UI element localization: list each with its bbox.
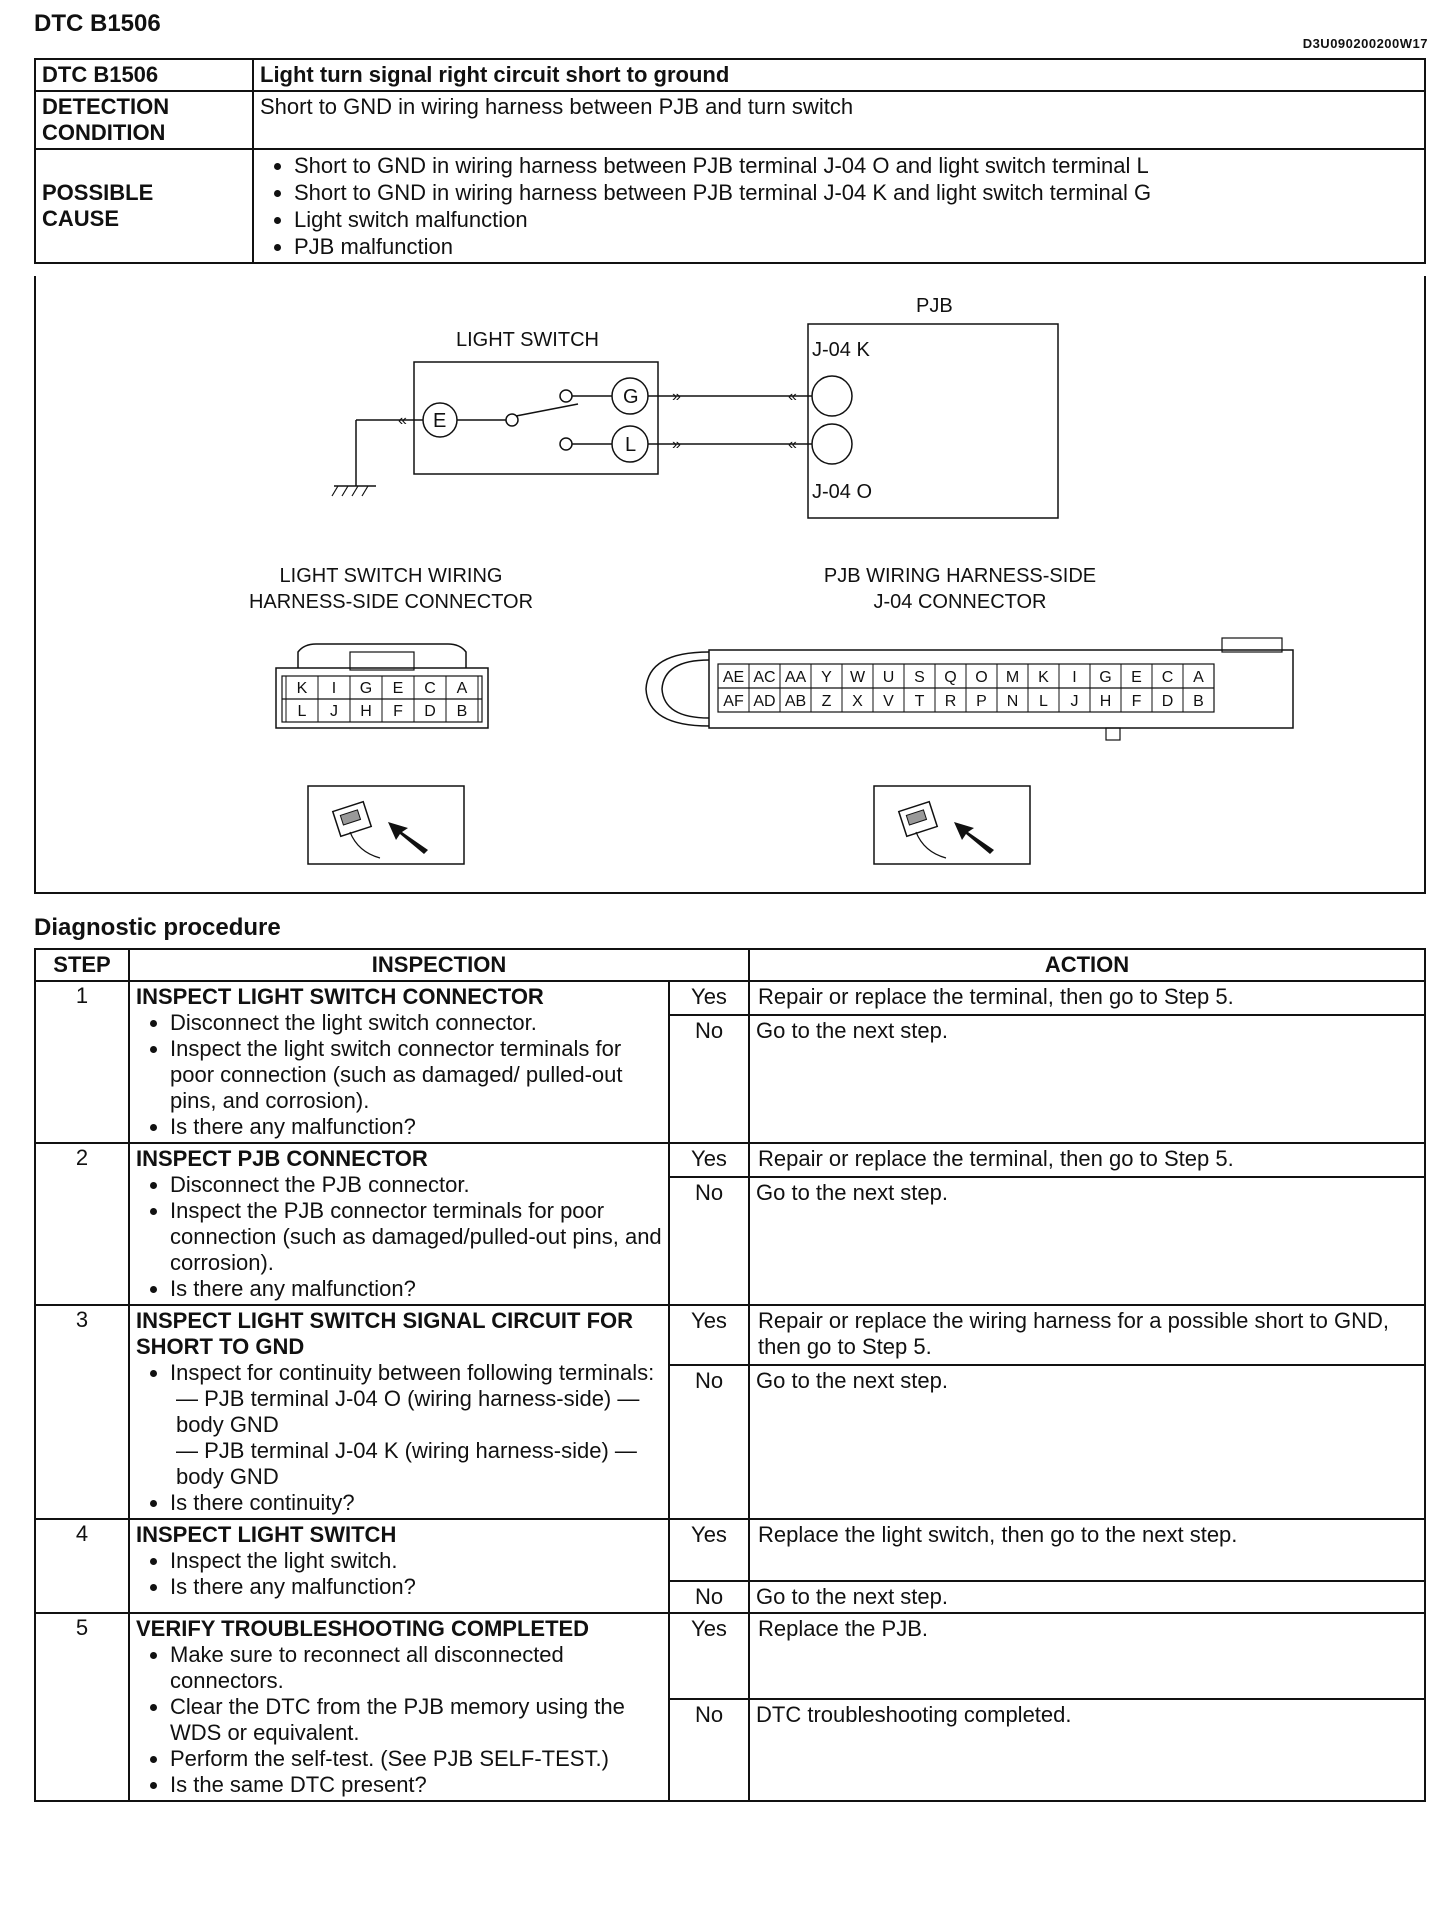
no-label: No xyxy=(694,1368,724,1393)
connector-pin-label: B xyxy=(456,703,468,720)
dtc-description: Light turn signal right circuit short to ground xyxy=(253,59,1425,91)
wiring-diagram xyxy=(36,276,1428,894)
connector-pin-label: G xyxy=(1099,669,1112,686)
pjb-connector xyxy=(646,638,1293,740)
action-cell xyxy=(749,1143,1425,1305)
step-inspection xyxy=(129,1519,669,1613)
svg-text:»: » xyxy=(672,436,681,453)
svg-text:«: « xyxy=(398,412,407,429)
connector-pin-label: M xyxy=(1005,669,1020,686)
svg-text:«: « xyxy=(788,388,797,405)
yes-label: Yes xyxy=(670,1306,748,1366)
step-inspection xyxy=(129,1305,669,1519)
step-inspection xyxy=(129,1143,669,1305)
no-action: Go to the next step. xyxy=(756,1584,949,1609)
detection-text: Short to GND in wiring harness between PJB and turn switch xyxy=(253,91,1425,149)
connector-pin-label: A xyxy=(1193,669,1204,686)
connector-pin-label: C xyxy=(424,680,436,697)
step-title: VERIFY TROUBLESHOOTING COMPLETED xyxy=(136,1616,590,1641)
cause-item: • Short to GND in wiring harness between PJB terminal J-04 O and light switch terminal L xyxy=(294,152,1418,179)
pjb-connector-label-1: PJB WIRING HARNESS-SIDE xyxy=(823,565,1097,587)
step-inspection xyxy=(129,981,669,1143)
connector-pin-label: AA xyxy=(784,669,807,686)
detection-label-line-2: CONDITION xyxy=(42,120,166,145)
step-bullet: • Is the same DTC present? xyxy=(170,1772,662,1798)
yes-label: Yes xyxy=(670,1520,748,1582)
connector-pin-label: AF xyxy=(723,693,744,710)
connector-pin-label: W xyxy=(849,669,866,686)
connector-pin-label: U xyxy=(882,669,895,686)
step-number: 1 xyxy=(35,981,129,1143)
connector-pin-label: H xyxy=(360,703,372,720)
ls-connector-label-2: HARNESS-SIDE CONNECTOR xyxy=(248,591,534,613)
step-sub-bullets xyxy=(170,1386,662,1490)
yes-action: Repair or replace the terminal, then go to Step 5. xyxy=(750,982,1424,1016)
step-bullets xyxy=(136,1172,662,1302)
dtc-label: DTC B1506 xyxy=(35,59,253,91)
connector-pin-label: K xyxy=(296,680,308,697)
cause-item: • Light switch malfunction xyxy=(294,206,1418,233)
connector-pin-label: F xyxy=(393,703,403,720)
step-bullet xyxy=(170,1360,662,1490)
step-bullet: • Inspect the PJB connector terminals for poor connection (such as damaged/pulled-out pins, and corrosion). xyxy=(170,1198,662,1276)
connector-pin-label: A xyxy=(456,680,468,697)
step-number: 2 xyxy=(35,1143,129,1305)
cause-list xyxy=(260,152,1418,260)
terminal-g-label: G xyxy=(623,386,639,408)
col-action-header: ACTION xyxy=(749,949,1425,981)
action-cell xyxy=(749,1519,1425,1613)
no-action: Go to the next step. xyxy=(756,1018,949,1043)
cause-label xyxy=(35,149,253,263)
connector-pin-label: I xyxy=(1072,669,1077,686)
yes-action: Replace the light switch, then go to the next step. xyxy=(750,1520,1424,1582)
connector-pin-label: S xyxy=(914,669,925,686)
col-step-header: STEP xyxy=(35,949,129,981)
diagnostic-procedure-table xyxy=(34,948,1426,1802)
step-sub-bullet: — PJB terminal J-04 K (wiring harness-side) — body GND xyxy=(176,1438,662,1490)
yes-action: Repair or replace the wiring harness for a possible short to GND, then go to Step 5. xyxy=(750,1306,1424,1366)
section-title: Diagnostic procedure xyxy=(34,914,281,941)
terminal-e-label: E xyxy=(433,410,447,432)
step-number: 5 xyxy=(35,1613,129,1801)
step-title: INSPECT PJB CONNECTOR xyxy=(136,1146,428,1171)
cause-item: • PJB malfunction xyxy=(294,233,1418,260)
connector-pin-label: K xyxy=(1038,669,1049,686)
action-cell xyxy=(749,1613,1425,1801)
yes-label: Yes xyxy=(670,982,748,1016)
connector-pin-label: D xyxy=(1161,693,1174,710)
yes-no-cell xyxy=(669,1143,749,1305)
step-bullet-text: Inspect for continuity between following terminals: xyxy=(170,1360,655,1385)
step-bullet: • Clear the DTC from the PJB memory using the WDS or equivalent. xyxy=(170,1694,662,1746)
connector-pin-label: P xyxy=(976,693,987,710)
step-bullet: • Inspect the light switch connector terminals for poor connection (such as damaged/ pulled-out pins, and corrosion). xyxy=(170,1036,662,1114)
yes-no-cell xyxy=(669,1519,749,1613)
action-cell xyxy=(749,981,1425,1143)
yes-no-cell xyxy=(669,981,749,1143)
procedure-step-row xyxy=(35,1305,1425,1519)
svg-text:»: » xyxy=(672,388,681,405)
cause-item: • Short to GND in wiring harness between PJB terminal J-04 K and light switch terminal G xyxy=(294,179,1418,206)
connector-pin-label: AC xyxy=(753,669,776,686)
dtc-info-table xyxy=(34,58,1426,264)
connector-pin-label: D xyxy=(424,703,436,720)
pjb-connector-label-2: J-04 CONNECTOR xyxy=(873,591,1047,613)
connector-pin-label: O xyxy=(975,669,988,686)
step-bullets xyxy=(136,1010,662,1140)
action-cell xyxy=(749,1305,1425,1519)
procedure-step-row xyxy=(35,1519,1425,1613)
step-bullet: • Is there any malfunction? xyxy=(170,1574,662,1600)
yes-action: Replace the PJB. xyxy=(750,1614,1424,1700)
connector-pin-label: E xyxy=(1131,669,1142,686)
pjb-label: PJB xyxy=(916,295,953,317)
connector-pin-label: X xyxy=(852,693,863,710)
connector-pin-label: I xyxy=(331,680,337,697)
connector-pin-label: V xyxy=(883,693,894,710)
no-label: No xyxy=(694,1584,724,1609)
connector-pin-label: AB xyxy=(784,693,807,710)
detection-label xyxy=(35,91,253,149)
step-bullets xyxy=(136,1548,662,1600)
yes-action: Repair or replace the terminal, then go to Step 5. xyxy=(750,1144,1424,1178)
no-label: No xyxy=(694,1702,724,1727)
procedure-header-row xyxy=(35,949,1425,981)
connector-pin-label: AE xyxy=(722,669,745,686)
page-title: DTC B1506 xyxy=(34,10,161,37)
cause-label-line-1: POSSIBLE xyxy=(42,180,154,205)
connector-pin-label: Y xyxy=(821,669,832,686)
light-switch-label: LIGHT SWITCH xyxy=(456,329,599,351)
step-bullet: • Make sure to reconnect all disconnected connectors. xyxy=(170,1642,662,1694)
connector-pin-label: Q xyxy=(944,669,957,686)
step-bullet: • Is there continuity? xyxy=(170,1490,662,1516)
no-action: Go to the next step. xyxy=(756,1368,949,1393)
light-switch-connector xyxy=(276,644,488,728)
connector-pin-label: B xyxy=(1193,693,1204,710)
yes-label: Yes xyxy=(670,1144,748,1178)
step-inspection xyxy=(129,1613,669,1801)
connector-pin-label: E xyxy=(392,680,404,697)
step-bullets xyxy=(136,1360,662,1516)
procedure-step-row xyxy=(35,981,1425,1143)
connector-pin-label: Z xyxy=(821,693,832,710)
connector-pin-label: J xyxy=(330,703,338,720)
step-title: INSPECT LIGHT SWITCH xyxy=(136,1522,397,1547)
cause-list-cell xyxy=(253,149,1425,263)
yes-no-cell xyxy=(669,1613,749,1801)
wiring-diagram-figure xyxy=(34,276,1426,894)
procedure-step-row xyxy=(35,1143,1425,1305)
terminal-l-label: L xyxy=(625,434,637,456)
step-title: INSPECT LIGHT SWITCH CONNECTOR xyxy=(136,984,544,1009)
connector-pin-label: J xyxy=(1070,693,1079,710)
step-bullet: • Is there any malfunction? xyxy=(170,1276,662,1302)
no-label: No xyxy=(694,1180,724,1205)
connector-pin-label: L xyxy=(1039,693,1048,710)
step-bullet: • Inspect the light switch. xyxy=(170,1548,662,1574)
svg-text:«: « xyxy=(788,436,797,453)
step-bullet: • Is there any malfunction? xyxy=(170,1114,662,1140)
pjb-terminal-k xyxy=(812,376,852,416)
connector-pin-label: N xyxy=(1006,693,1019,710)
step-sub-bullet: — PJB terminal J-04 O (wiring harness-side) — body GND xyxy=(176,1386,662,1438)
connector-pin-label: R xyxy=(944,693,957,710)
step-title: INSPECT LIGHT SWITCH SIGNAL CIRCUIT FOR SHORT TO GND xyxy=(136,1308,634,1359)
cause-label-line-2: CAUSE xyxy=(42,206,120,231)
connector-pin-label: F xyxy=(1131,693,1142,710)
connector-pin-label: C xyxy=(1161,669,1174,686)
detection-row xyxy=(35,91,1425,149)
pjb-terminal-o xyxy=(812,424,852,464)
connector-pin-label: L xyxy=(297,703,307,720)
col-inspection-header: INSPECTION xyxy=(129,949,749,981)
connector-pin-label: H xyxy=(1099,693,1112,710)
ls-connector-label-1: LIGHT SWITCH WIRING xyxy=(279,565,503,587)
step-bullet: • Disconnect the PJB connector. xyxy=(170,1172,662,1198)
yes-label: Yes xyxy=(670,1614,748,1700)
probe-icon xyxy=(874,786,1030,864)
step-bullet: • Disconnect the light switch connector. xyxy=(170,1010,662,1036)
step-bullet: • Perform the self-test. (See PJB SELF-TEST.) xyxy=(170,1746,662,1772)
yes-no-cell xyxy=(669,1305,749,1519)
no-action: DTC troubleshooting completed. xyxy=(756,1702,1072,1727)
step-number: 4 xyxy=(35,1519,129,1613)
procedure-step-row xyxy=(35,1613,1425,1801)
document-code: D3U090200200W17 xyxy=(1302,36,1428,51)
connector-pin-label: T xyxy=(914,693,925,710)
probe-icon xyxy=(308,786,464,864)
step-bullets xyxy=(136,1642,662,1798)
no-label: No xyxy=(694,1018,724,1043)
dtc-row xyxy=(35,59,1425,91)
step-number: 3 xyxy=(35,1305,129,1519)
pjb-terminal-o-label: J-04 O xyxy=(812,481,873,503)
connector-pin-label: G xyxy=(359,680,373,697)
pjb-terminal-k-label: J-04 K xyxy=(812,339,870,361)
detection-label-line-1: DETECTION xyxy=(42,94,170,119)
cause-row xyxy=(35,149,1425,263)
no-action: Go to the next step. xyxy=(756,1180,949,1205)
connector-pin-label: AD xyxy=(753,693,776,710)
